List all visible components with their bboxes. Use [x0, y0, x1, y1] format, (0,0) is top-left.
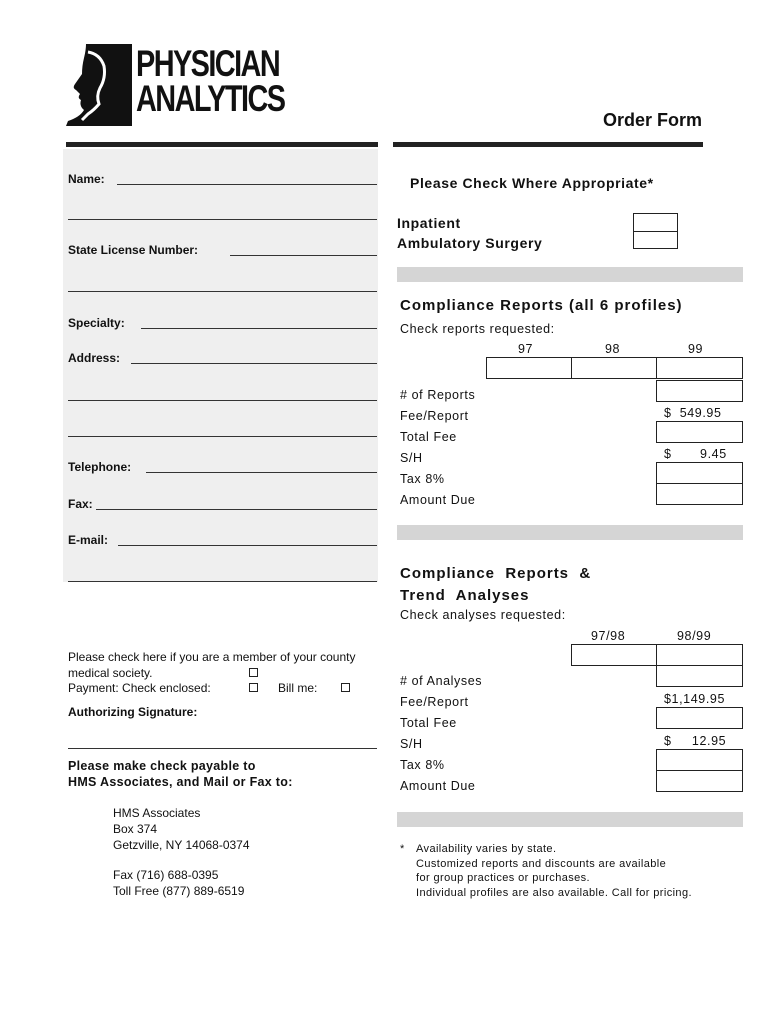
logo-wordmark	[136, 43, 285, 119]
trend-sh-value: $ 12.95	[664, 734, 727, 748]
sh-value: $ 9.45	[664, 447, 727, 461]
name-field[interactable]	[117, 184, 377, 185]
ambulatory-label: Ambulatory Surgery	[397, 235, 543, 251]
trend-fee-value: $1,149.95	[664, 692, 726, 706]
address-line: Box 374	[113, 822, 158, 836]
tax-label: Tax 8%	[400, 758, 445, 772]
total-fee-field[interactable]	[656, 421, 743, 443]
inpatient-label: Inpatient	[397, 215, 461, 231]
footnote	[416, 842, 692, 900]
license-field-2[interactable]	[68, 291, 377, 292]
physician-head-logo-icon	[66, 44, 132, 126]
email-field-2[interactable]	[68, 581, 377, 582]
footnote-star: *	[400, 843, 405, 855]
ambulatory-checkbox[interactable]	[633, 231, 678, 249]
telephone-label: Telephone:	[68, 460, 132, 474]
trend-title-line-1: Compliance Reports &	[400, 565, 592, 582]
year-98-checkbox[interactable]	[571, 357, 657, 379]
compliance-check-text: Check reports requested:	[400, 322, 555, 336]
address-field-3[interactable]	[68, 436, 377, 437]
fax-field[interactable]	[96, 509, 377, 510]
num-analyses-label: # of Analyses	[400, 674, 483, 688]
address-field[interactable]	[131, 363, 377, 364]
address-field-2[interactable]	[68, 400, 377, 401]
payment-label: Payment: Check enclosed:	[68, 681, 211, 695]
sh-label: S/H	[400, 737, 423, 751]
license-field[interactable]	[230, 255, 377, 256]
authorizing-signature-label: Authorizing Signature:	[68, 705, 198, 719]
amount-due-label: Amount Due	[400, 493, 476, 507]
trend-rows	[400, 671, 482, 797]
service-type-labels	[397, 213, 542, 253]
page-title: Order Form	[602, 110, 702, 130]
inpatient-checkbox[interactable]	[633, 213, 678, 232]
amount-due-label: Amount Due	[400, 779, 476, 793]
fee-report-label: Fee/Report	[400, 409, 469, 423]
year-99-checkbox[interactable]	[656, 357, 743, 379]
signature-field[interactable]	[68, 748, 377, 749]
section-divider	[397, 525, 743, 540]
email-label: E-mail:	[68, 533, 109, 547]
trend-total-fee-field[interactable]	[656, 707, 743, 729]
year-97-checkbox[interactable]	[486, 357, 572, 379]
trend-title-line-2: Trend Analyses	[400, 587, 530, 604]
num-reports-label: # of Reports	[400, 388, 476, 402]
name-label: Name:	[68, 172, 105, 186]
bill-me-checkbox[interactable]	[341, 683, 350, 692]
year-9899-checkbox[interactable]	[656, 644, 743, 666]
logo-line-2: ANALYTICS	[136, 78, 285, 119]
mailing-address	[113, 805, 250, 853]
left-top-rule	[66, 142, 378, 147]
specialty-label: Specialty:	[68, 316, 125, 330]
total-fee-label: Total Fee	[400, 430, 457, 444]
year-98-label: 98	[605, 342, 621, 356]
member-text-line-1: Please check here if you are a member of your county	[68, 650, 356, 664]
footnote-line-2: Customized reports and discounts are available	[416, 857, 667, 870]
num-reports-field[interactable]	[656, 380, 743, 402]
tax-field[interactable]	[656, 462, 743, 484]
bill-me-label: Bill me:	[278, 681, 318, 695]
contact-info-panel	[63, 149, 378, 582]
fee-report-label: Fee/Report	[400, 695, 469, 709]
amount-due-field[interactable]	[656, 483, 743, 505]
trend-amount-due-field[interactable]	[656, 770, 743, 792]
specialty-field[interactable]	[141, 328, 377, 329]
payable-line-2: HMS Associates, and Mail or Fax to:	[68, 775, 293, 789]
compliance-title: Compliance Reports (all 6 profiles)	[400, 297, 683, 314]
year-9798-checkbox[interactable]	[571, 644, 657, 666]
num-analyses-field[interactable]	[656, 665, 743, 687]
footnote-line-4: Individual profiles are also available. Call for pricing.	[416, 886, 692, 899]
email-field[interactable]	[118, 545, 377, 546]
check-enclosed-checkbox[interactable]	[249, 683, 258, 692]
fax-label: Fax:	[68, 497, 93, 511]
name-field-2[interactable]	[68, 219, 377, 220]
sh-label: S/H	[400, 451, 423, 465]
telephone-field[interactable]	[146, 472, 377, 473]
footnote-line-3: for group practices or purchases.	[416, 872, 590, 884]
year-97-label: 97	[518, 342, 534, 356]
address-label: Address:	[68, 351, 121, 365]
year-9899-label: 98/99	[677, 629, 712, 643]
fee-report-value: $ 549.95	[664, 406, 722, 420]
member-checkbox[interactable]	[249, 668, 258, 677]
address-line: Getzville, NY 14068-0374	[113, 838, 250, 852]
check-header: Please Check Where Appropriate*	[410, 175, 654, 191]
payable-instructions	[68, 758, 293, 790]
logo-line-1: PHYSICIAN	[136, 43, 280, 84]
license-label: State License Number:	[68, 243, 199, 257]
footnote-line-1: Availability varies by state.	[416, 843, 557, 855]
compliance-rows	[400, 385, 475, 511]
trend-tax-field[interactable]	[656, 749, 743, 771]
year-99-label: 99	[688, 342, 704, 356]
contact-numbers	[113, 867, 244, 899]
fax-number: Fax (716) 688-0395	[113, 868, 219, 882]
toll-free-number: Toll Free (877) 889-6519	[113, 884, 245, 898]
section-divider	[397, 267, 743, 282]
trend-check-text: Check analyses requested:	[400, 608, 566, 622]
address-line: HMS Associates	[113, 806, 201, 820]
member-text-line-2: medical society.	[68, 665, 153, 680]
trend-title	[400, 563, 591, 607]
section-divider	[397, 812, 743, 827]
right-top-rule	[393, 142, 703, 147]
year-9798-label: 97/98	[591, 629, 626, 643]
tax-label: Tax 8%	[400, 472, 445, 486]
total-fee-label: Total Fee	[400, 716, 457, 730]
payable-line-1: Please make check payable to	[68, 759, 256, 773]
